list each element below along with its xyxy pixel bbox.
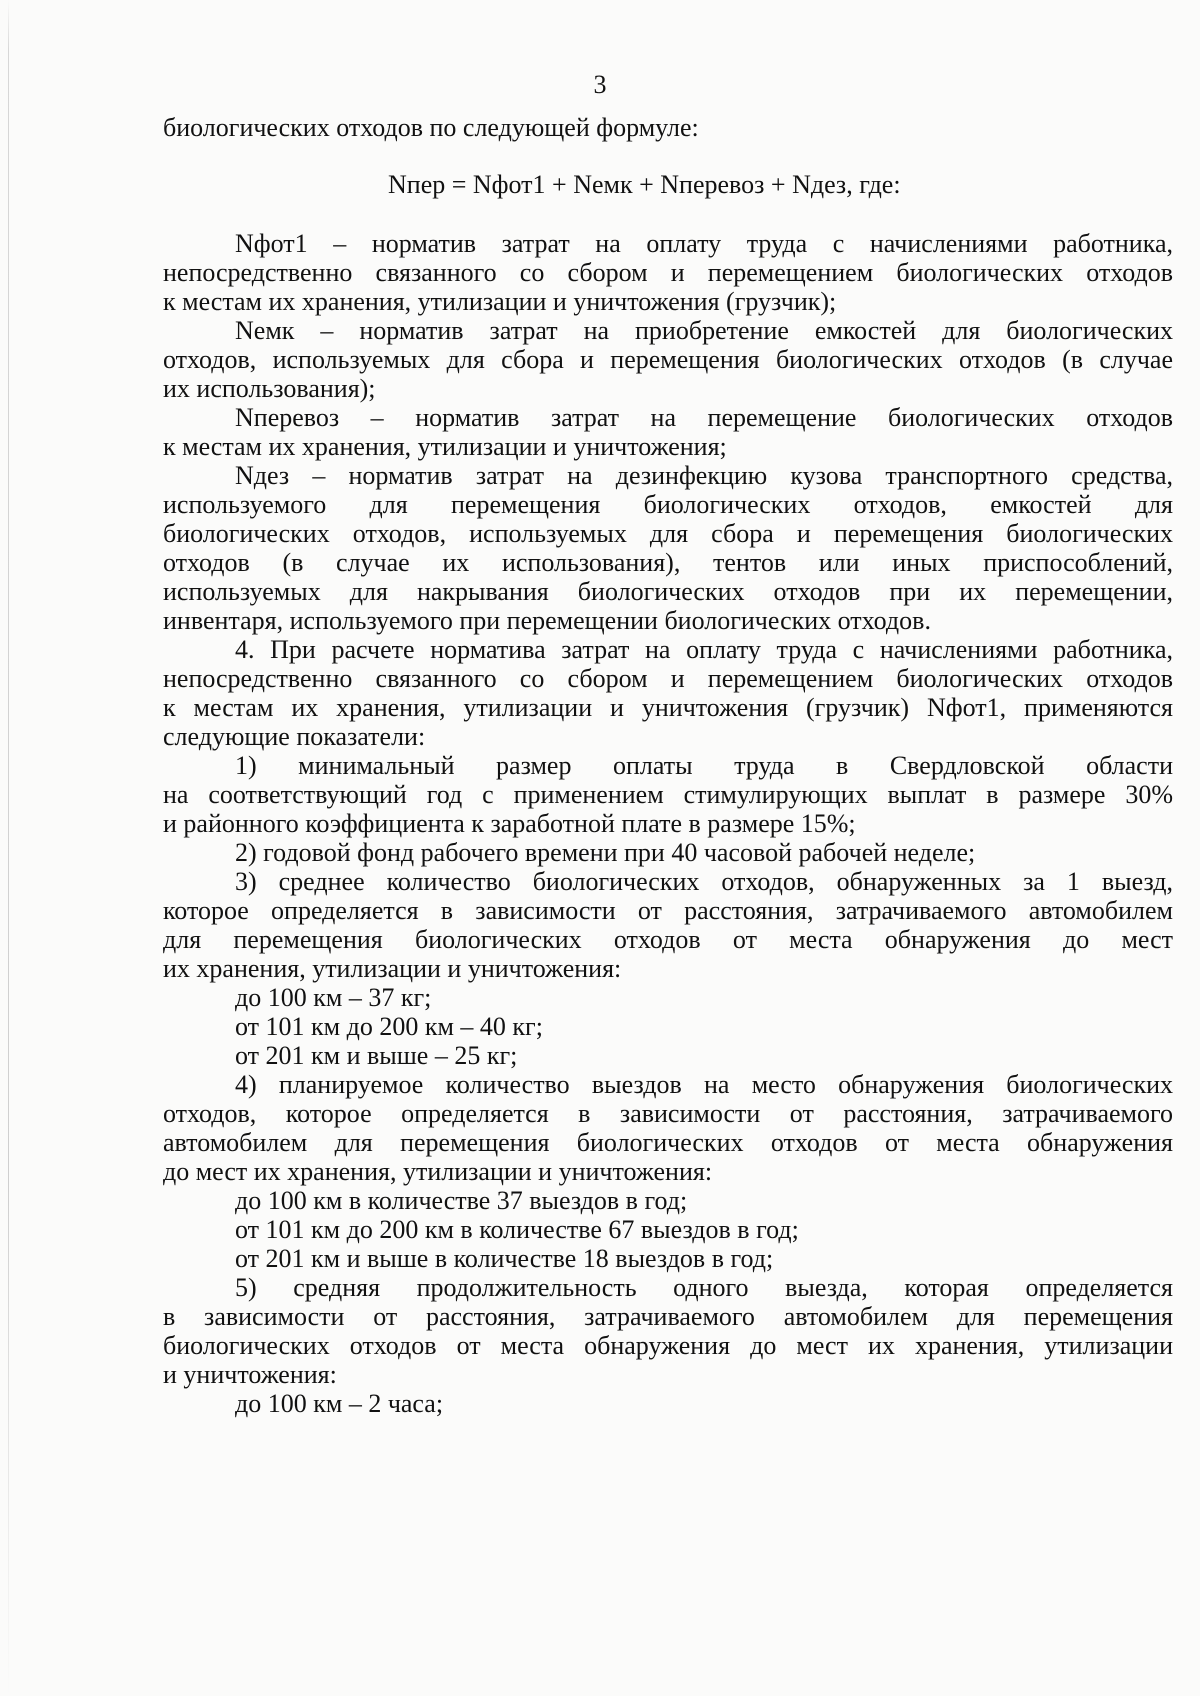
text-line: 4) планируемое количество выездов на место обнаружения биологических (235, 1070, 1173, 1099)
paragraph (163, 838, 1173, 867)
scan-edge (8, 0, 9, 1696)
text-line: Nемк – норматив затрат на приобретение емкостей для биологических (235, 316, 1173, 345)
text-line: к местам их хранения, утилизации и уничтожения (грузчик) Nфот1, применяются (163, 693, 1173, 722)
text-line: непосредственно связанного со сбором и перемещением биологических отходов (163, 258, 1173, 287)
text-line: в зависимости от расстояния, затрачиваемого автомобилем для перемещения (163, 1302, 1173, 1331)
text-line: которое определяется в зависимости от расстояния, затрачиваемого автомобилем (163, 896, 1173, 925)
text-line: 5) средняя продолжительность одного выезда, которая определяется (235, 1273, 1173, 1302)
text-line: используемых для накрывания биологических отходов при их перемещении, (163, 577, 1173, 606)
text-line: автомобилем для перемещения биологических отходов от места обнаружения (163, 1128, 1173, 1157)
paragraph (163, 983, 1173, 1012)
text-line: Nперевоз – норматив затрат на перемещение биологических отходов (235, 403, 1173, 432)
paragraph (163, 461, 1173, 635)
text-line: их использования); (163, 374, 376, 403)
paragraph (163, 1244, 1173, 1273)
text-line: биологических отходов по следующей формуле: (163, 113, 699, 142)
text-line: биологических отходов, используемых для сбора и перемещения биологических (163, 519, 1173, 548)
text-line: от 201 км и выше – 25 кг; (235, 1041, 518, 1070)
paragraph (163, 1389, 1173, 1418)
text-line: от 101 км до 200 км в количестве 67 выездов в год; (235, 1215, 799, 1244)
text-line: Nпер = Nфот1 + Nемк + Nперевоз + Nдез, где: (388, 170, 901, 199)
text-line: до 100 км в количестве 37 выездов в год; (235, 1186, 688, 1215)
paragraph (163, 1186, 1173, 1215)
text-line: для перемещения биологических отходов от места обнаружения до мест (163, 925, 1173, 954)
text-line: до 100 км – 37 кг; (235, 983, 432, 1012)
paragraph (163, 1041, 1173, 1070)
paragraph (163, 113, 1173, 142)
paragraph (163, 229, 1173, 316)
text-line: от 101 км до 200 км – 40 кг; (235, 1012, 543, 1041)
text-line: и районного коэффициента к заработной плате в размере 15%; (163, 809, 856, 838)
formula (163, 170, 1173, 199)
text-line: до мест их хранения, утилизации и уничтожения: (163, 1157, 713, 1186)
text-line: инвентаря, используемого при перемещении биологических отходов. (163, 606, 931, 635)
paragraph (163, 867, 1173, 983)
text-line: 4. При расчете норматива затрат на оплату труда с начислениями работника, (235, 635, 1173, 664)
text-line: отходов, которое определяется в зависимости от расстояния, затрачиваемого (163, 1099, 1173, 1128)
text-line: к местам их хранения, утилизации и уничтожения; (163, 432, 727, 461)
text-line: биологических отходов от места обнаружения до мест их хранения, утилизации (163, 1331, 1173, 1360)
paragraph (163, 1215, 1173, 1244)
text-line: Nдез – норматив затрат на дезинфекцию кузова транспортного средства, (235, 461, 1173, 490)
text-line: и уничтожения: (163, 1360, 337, 1389)
text-line: используемого для перемещения биологических отходов, емкостей для (163, 490, 1173, 519)
text-line: непосредственно связанного со сбором и перемещением биологических отходов (163, 664, 1173, 693)
paragraph (163, 635, 1173, 751)
paragraph (163, 1273, 1173, 1389)
text-line: 1) минимальный размер оплаты труда в Свердловской области (235, 751, 1173, 780)
document-body (163, 113, 1173, 1418)
text-line: отходов, используемых для сбора и перемещения биологических отходов (в случае (163, 345, 1173, 374)
text-line: следующие показатели: (163, 722, 426, 751)
text-line: к местам их хранения, утилизации и уничтожения (грузчик); (163, 287, 837, 316)
paragraph (163, 403, 1173, 461)
paragraph (163, 1070, 1173, 1186)
text-line: Nфот1 – норматив затрат на оплату труда с начислениями работника, (235, 229, 1173, 258)
text-line: на соответствующий год с применением стимулирующих выплат в размере 30% (163, 780, 1173, 809)
text-line: от 201 км и выше в количестве 18 выездов в год; (235, 1244, 774, 1273)
paragraph (163, 751, 1173, 838)
paragraph (163, 1012, 1173, 1041)
text-line: 3) среднее количество биологических отходов, обнаруженных за 1 выезд, (235, 867, 1173, 896)
page-number: 3 (593, 70, 607, 99)
spacer (163, 142, 1173, 148)
text-line: до 100 км – 2 часа; (235, 1389, 444, 1418)
paragraph (163, 316, 1173, 403)
text-line: их хранения, утилизации и уничтожения: (163, 954, 622, 983)
text-line: 2) годовой фонд рабочего времени при 40 часовой рабочей неделе; (235, 838, 976, 867)
text-line: отходов (в случае их использования), тентов или иных приспособлений, (163, 548, 1173, 577)
